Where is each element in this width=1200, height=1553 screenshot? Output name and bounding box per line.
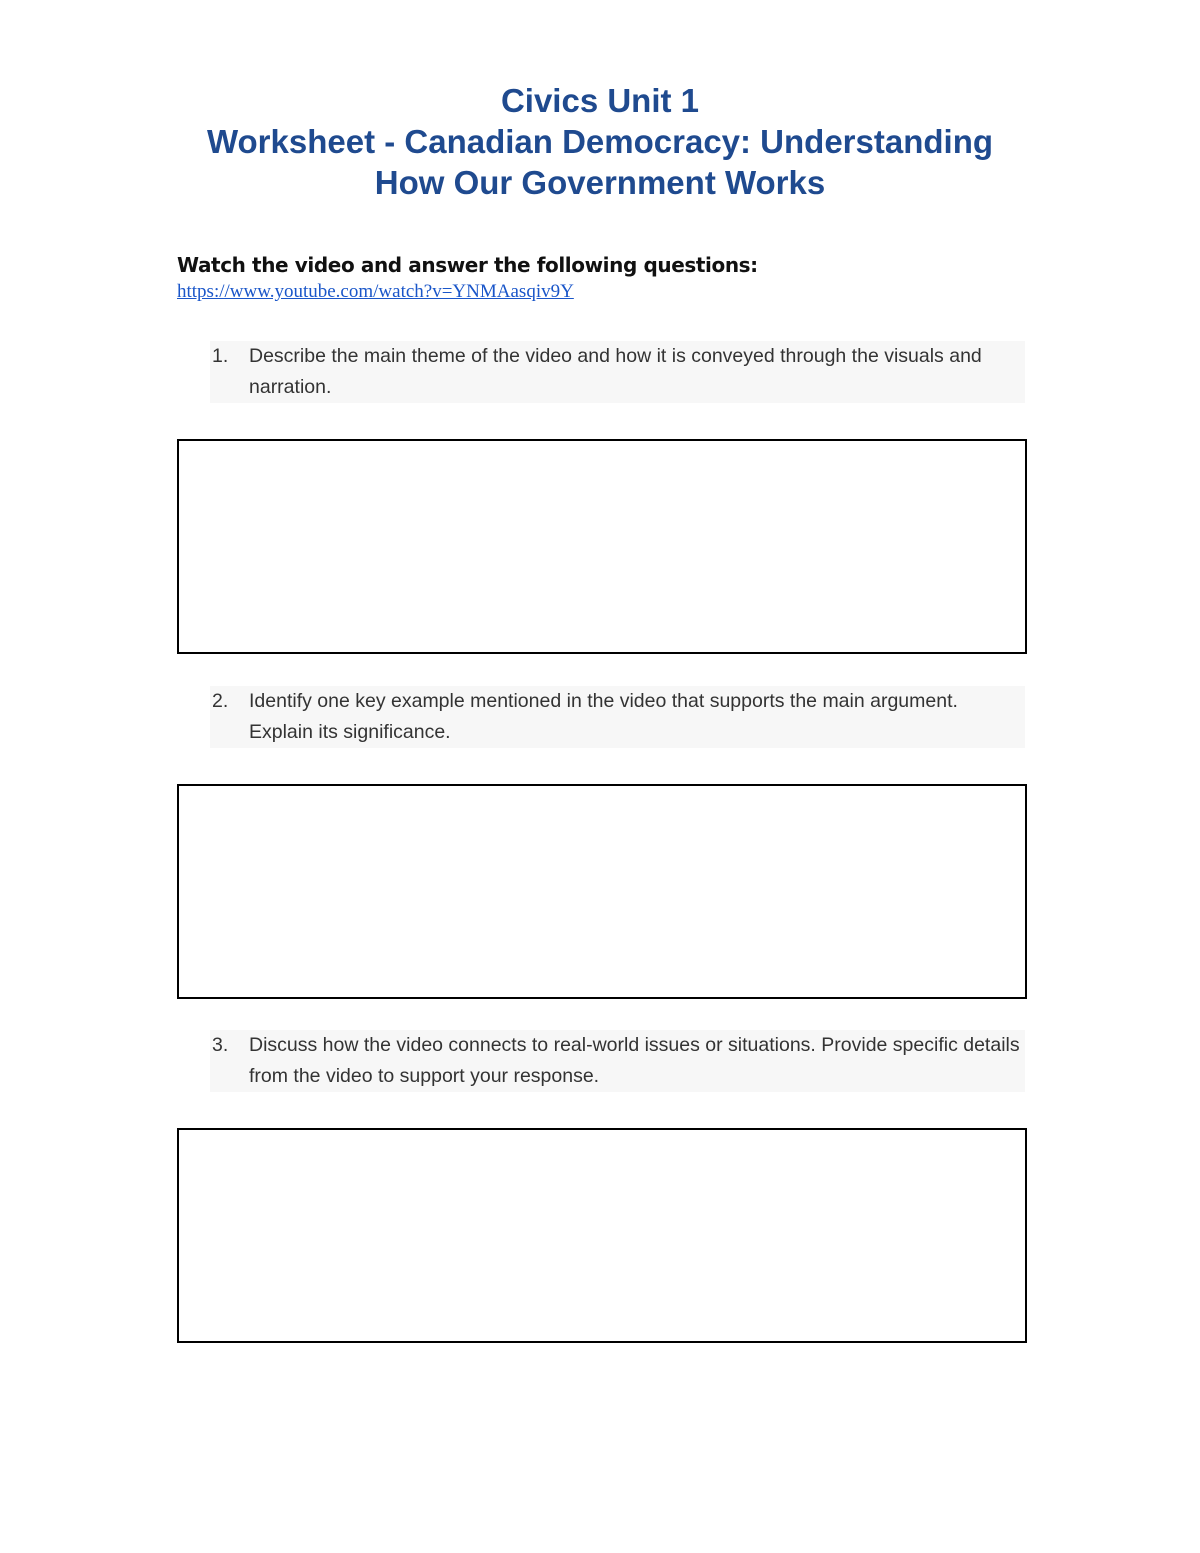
question-text: Identify one key example mentioned in the video that supports the main argument. Explain its significance.: [249, 690, 958, 743]
question-1: [210, 341, 1025, 403]
question-number: 2.: [212, 690, 229, 712]
video-link[interactable]: https://www.youtube.com/watch?v=YNMAasqiv9Y: [177, 281, 574, 302]
question-number: 1.: [212, 345, 229, 367]
question-2: [210, 686, 1025, 748]
question-text: Discuss how the video connects to real-world issues or situations. Provide specific details from the video to support your response.: [249, 1034, 1020, 1087]
title-line-2: Worksheet - Canadian Democracy: Understanding: [206, 123, 994, 160]
instructions: [177, 251, 1037, 305]
answer-box-1[interactable]: [177, 439, 1027, 654]
question-text: Describe the main theme of the video and how it is conveyed through the visuals and narration.: [249, 345, 982, 398]
question-number: 3.: [212, 1034, 229, 1056]
instructions-heading: Watch the video and answer the following questions:: [177, 253, 758, 277]
answer-box-2[interactable]: [177, 784, 1027, 999]
worksheet-title: [150, 80, 1050, 203]
question-3: [210, 1030, 1025, 1092]
title-line-1: Civics Unit 1: [500, 82, 700, 119]
title-line-3: How Our Government Works: [374, 164, 826, 201]
answer-box-3[interactable]: [177, 1128, 1027, 1343]
